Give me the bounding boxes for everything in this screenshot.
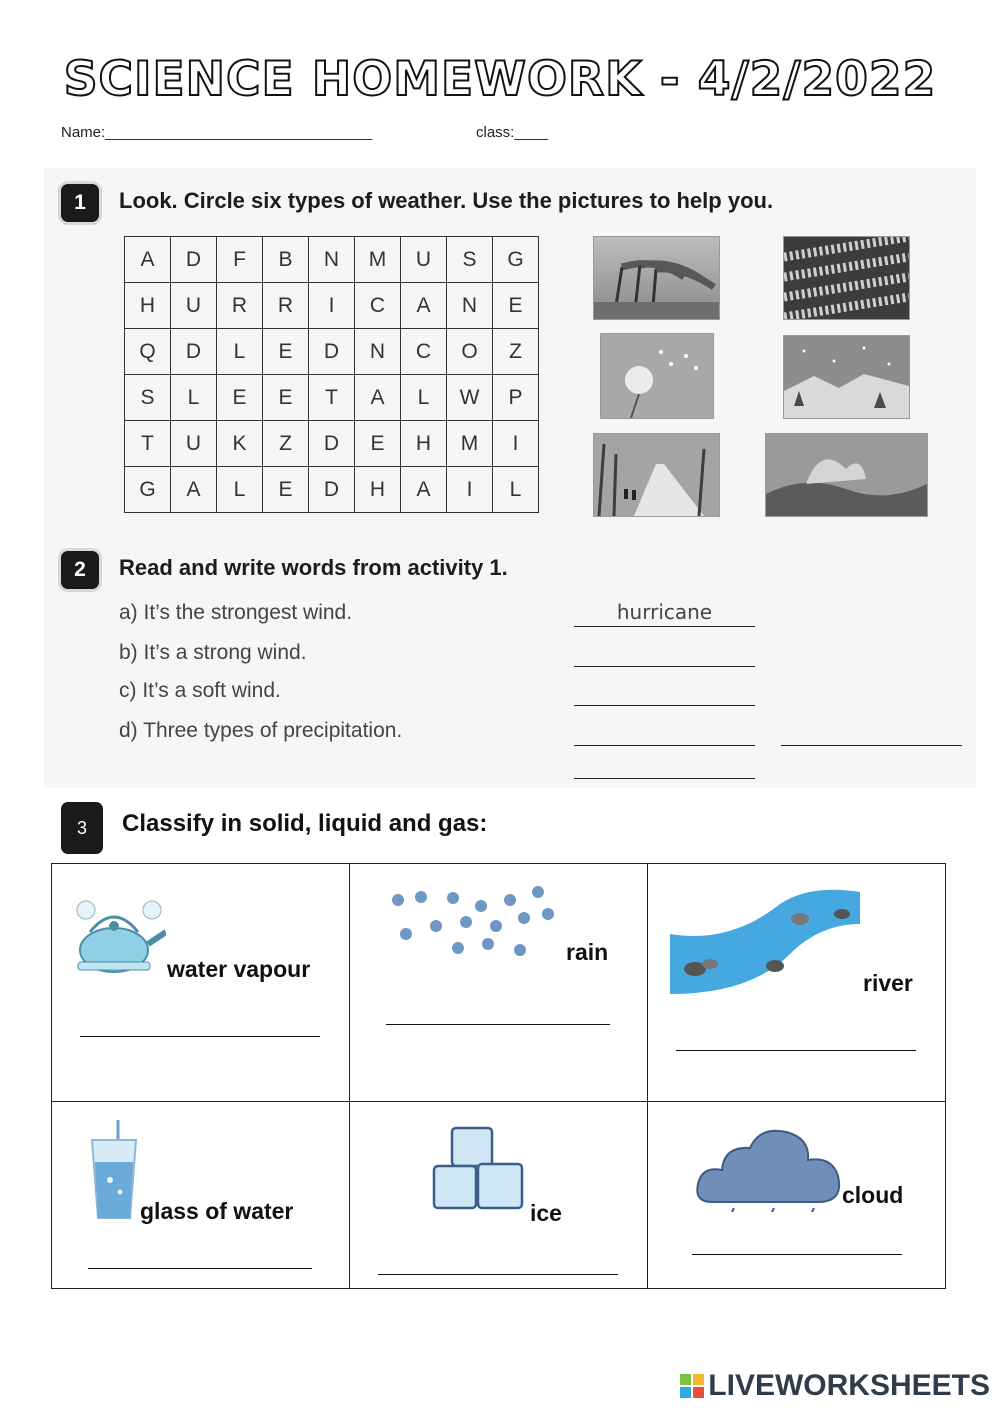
grid-letter[interactable]: N [447,283,493,329]
grid-letter[interactable]: D [171,237,217,283]
grid-letter[interactable]: I [493,421,539,467]
grid-row [125,329,539,375]
grid-letter[interactable]: D [309,329,355,375]
grid-letter[interactable]: G [493,237,539,283]
activity-2-badge: 2 [61,551,99,589]
raindrops-icon [388,882,563,962]
grid-letter[interactable]: Q [125,329,171,375]
page-title: SCIENCE HOMEWORK - 4/2/2022 [63,52,937,107]
grid-row [125,421,539,467]
answer-d3-field[interactable] [574,752,755,779]
grid-letter[interactable]: K [217,421,263,467]
activity-1-badge: 1 [61,184,99,222]
item-label: river [863,970,913,996]
grid-letter[interactable]: U [171,283,217,329]
sleet-photo [593,433,720,517]
glass-of-water-icon [90,1120,138,1222]
snow-photo [783,335,910,419]
grid-letter[interactable]: B [263,237,309,283]
grid-letter[interactable]: U [171,421,217,467]
grid-letter[interactable]: M [355,237,401,283]
answer-line[interactable] [692,1254,902,1255]
kettle-icon [66,892,166,974]
activity-2-instruction: Read and write words from activity 1. [119,555,508,580]
grid-letter[interactable]: D [309,421,355,467]
answer-b-field[interactable] [574,640,755,667]
grid-letter[interactable]: T [125,421,171,467]
ice-cubes-icon [430,1124,526,1220]
answer-line[interactable] [80,1036,320,1037]
grid-letter[interactable]: E [263,329,309,375]
grid-letter[interactable]: A [171,467,217,513]
classify-cell-glass-of-water [52,1102,350,1289]
classify-table [51,863,946,1289]
answer-line[interactable] [88,1268,312,1269]
answer-line[interactable] [676,1050,916,1051]
grid-letter[interactable]: D [171,329,217,375]
item-label: cloud [842,1182,904,1208]
activity-3-badge: 3 [61,802,103,854]
grid-letter[interactable]: S [125,375,171,421]
question-b: b) It’s a strong wind. [119,641,307,664]
question-a: a) It’s the strongest wind. [119,601,353,624]
grid-letter[interactable]: M [447,421,493,467]
item-label: rain [566,939,609,965]
grid-letter[interactable]: E [217,375,263,421]
answer-a-field[interactable]: hurricane [574,600,755,627]
answer-line[interactable] [386,1024,610,1025]
grid-letter[interactable]: T [309,375,355,421]
grid-letter[interactable]: H [125,283,171,329]
grid-row [125,467,539,513]
grid-letter[interactable]: D [309,467,355,513]
classify-cell-ice [350,1102,648,1289]
grid-letter[interactable]: U [401,237,447,283]
grid-row [125,375,539,421]
classify-cell-cloud [648,1102,946,1289]
grid-letter[interactable]: N [309,237,355,283]
grid-letter[interactable]: E [263,467,309,513]
activity-3-instruction: Classify in solid, liquid and gas: [122,810,488,837]
grid-letter[interactable]: S [447,237,493,283]
classify-cell-rain [350,864,648,1102]
cloud-icon [694,1124,844,1212]
grid-letter[interactable]: A [401,467,447,513]
item-label: water vapour [167,956,311,982]
grid-letter[interactable]: G [125,467,171,513]
grid-letter[interactable]: Z [263,421,309,467]
grid-letter[interactable]: W [447,375,493,421]
classify-cell-river [648,864,946,1102]
question-d: d) Three types of precipitation. [119,719,403,742]
grid-letter[interactable]: E [263,375,309,421]
grid-letter[interactable]: H [401,421,447,467]
gale-photo [765,433,928,517]
grid-letter[interactable]: L [401,375,447,421]
grid-letter[interactable]: L [171,375,217,421]
answer-d2-field[interactable] [781,719,962,746]
grid-letter[interactable]: Z [493,329,539,375]
word-search-grid [124,236,539,513]
liveworksheets-logo-text: LIVEWORKSHEETS [708,1369,990,1402]
answer-c-field[interactable] [574,679,755,706]
river-icon [670,884,860,994]
class-field-label: class:____ [476,124,548,141]
answer-line[interactable] [378,1274,618,1275]
item-label: ice [530,1200,562,1226]
grid-letter[interactable]: C [355,283,401,329]
activity-1-instruction: Look. Circle six types of weather. Use the pictures to help you. [119,188,774,213]
breeze-photo [600,333,714,419]
name-field-label: Name:________________________________ [61,124,373,141]
grid-row [125,283,539,329]
grid-letter[interactable]: R [217,283,263,329]
classify-cell-water-vapour [52,864,350,1102]
item-label: glass of water [140,1198,294,1224]
grid-letter[interactable]: H [355,467,401,513]
grid-letter[interactable]: P [493,375,539,421]
grid-letter[interactable]: A [355,375,401,421]
grid-letter[interactable]: A [401,283,447,329]
grid-letter[interactable]: N [355,329,401,375]
grid-letter[interactable]: L [493,467,539,513]
grid-letter[interactable]: L [217,467,263,513]
grid-letter[interactable]: C [401,329,447,375]
grid-letter[interactable]: I [309,283,355,329]
grid-letter[interactable]: E [355,421,401,467]
classify-row [52,1102,946,1289]
liveworksheets-logo-icon [680,1374,704,1398]
question-c: c) It’s a soft wind. [119,679,281,702]
hail-photo [783,236,910,320]
answer-d1-field[interactable] [574,719,755,746]
classify-row [52,864,946,1102]
grid-letter[interactable]: E [493,283,539,329]
grid-letter[interactable]: A [125,237,171,283]
hurricane-photo [593,236,720,320]
liveworksheets-logo [680,1369,990,1403]
grid-letter[interactable]: L [217,329,263,375]
grid-letter[interactable]: I [447,467,493,513]
grid-letter[interactable]: O [447,329,493,375]
grid-row [125,237,539,283]
grid-letter[interactable]: F [217,237,263,283]
grid-letter[interactable]: R [263,283,309,329]
